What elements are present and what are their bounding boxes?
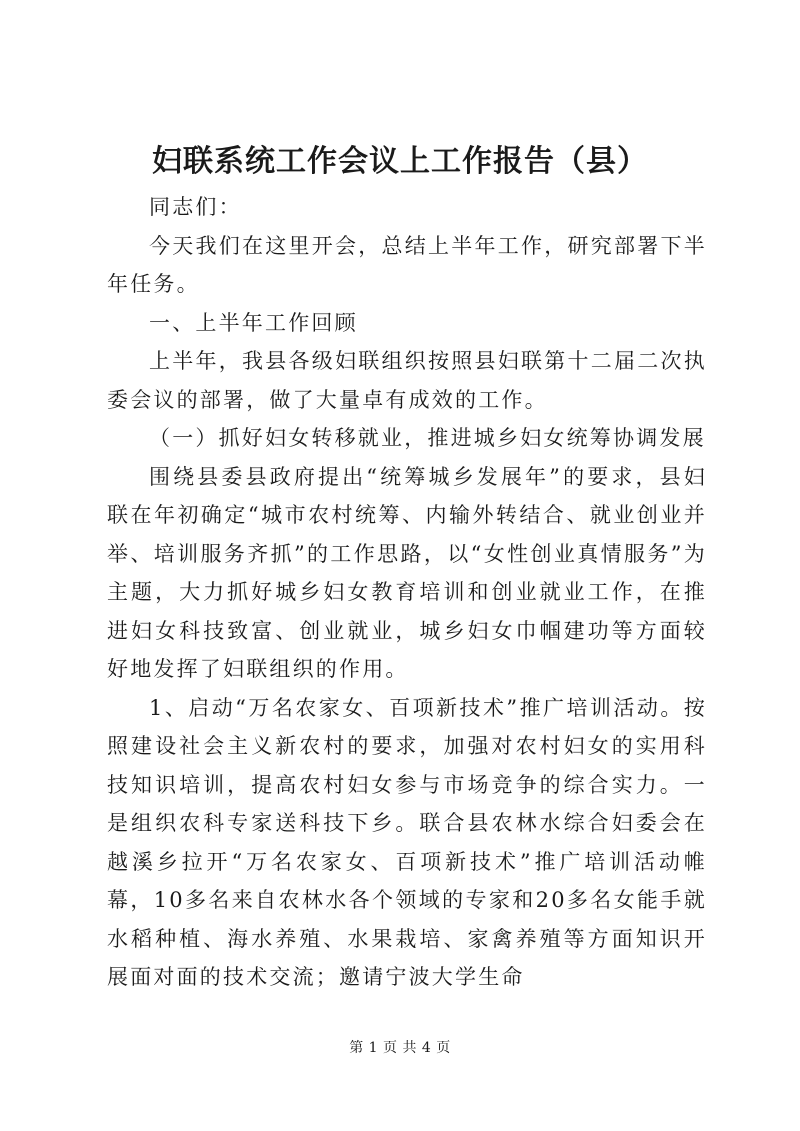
paragraph-salutation: 同志们：	[149, 195, 242, 219]
paragraph: 上半年，我县各级妇联组织按照县妇联第十二届二次执委会议的部署，做了大量卓有成效的工作。	[107, 349, 707, 412]
paragraph-intro: 今天我们在这里开会，总结上半年工作，研究部署下半年任务。	[107, 233, 707, 296]
page-footer: 第 1 页 共 4 页	[349, 1040, 451, 1056]
paragraph: 1、启动“万名农家女、百项新技术”推广培训活动。按照建设社会主义新农村的要求，加强对农村妇女的实用科技知识培训，提高农村妇女参与市场竞争的综合实力。一是组织农科专家送科技下乡。联合县农林水综合妇委会在越溪乡拉开“万名农家女、百项新技术”推广培训活动帷幕，10多名来自农林水各个领域的专家和20多名女能手就水稻种植、海水养殖、水果栽培、家禽养殖等方面知识开展面对面的技术交流；邀请宁波大学生命	[107, 695, 707, 989]
paragraph: 围绕县委县政府提出“统筹城乡发展年”的要求，县妇联在年初确定“城市农村统筹、内输外转结合、就业创业并举、培训服务齐抓”的工作思路，以“女性创业真情服务”为主题，大力抓好城乡妇女教育培训和创业就业工作，在推进妇女科技致富、创业就业，城乡妇女巾帼建功等方面较好地发挥了妇联组织的作用。	[107, 464, 707, 681]
document-body	[107, 188, 707, 997]
subsection-heading: （一）抓好妇女转移就业，推进城乡妇女统筹协调发展	[149, 426, 706, 450]
document-title: 妇联系统工作会议上工作报告（县）	[152, 144, 648, 179]
section-heading: 一、上半年工作回顾	[149, 310, 358, 335]
